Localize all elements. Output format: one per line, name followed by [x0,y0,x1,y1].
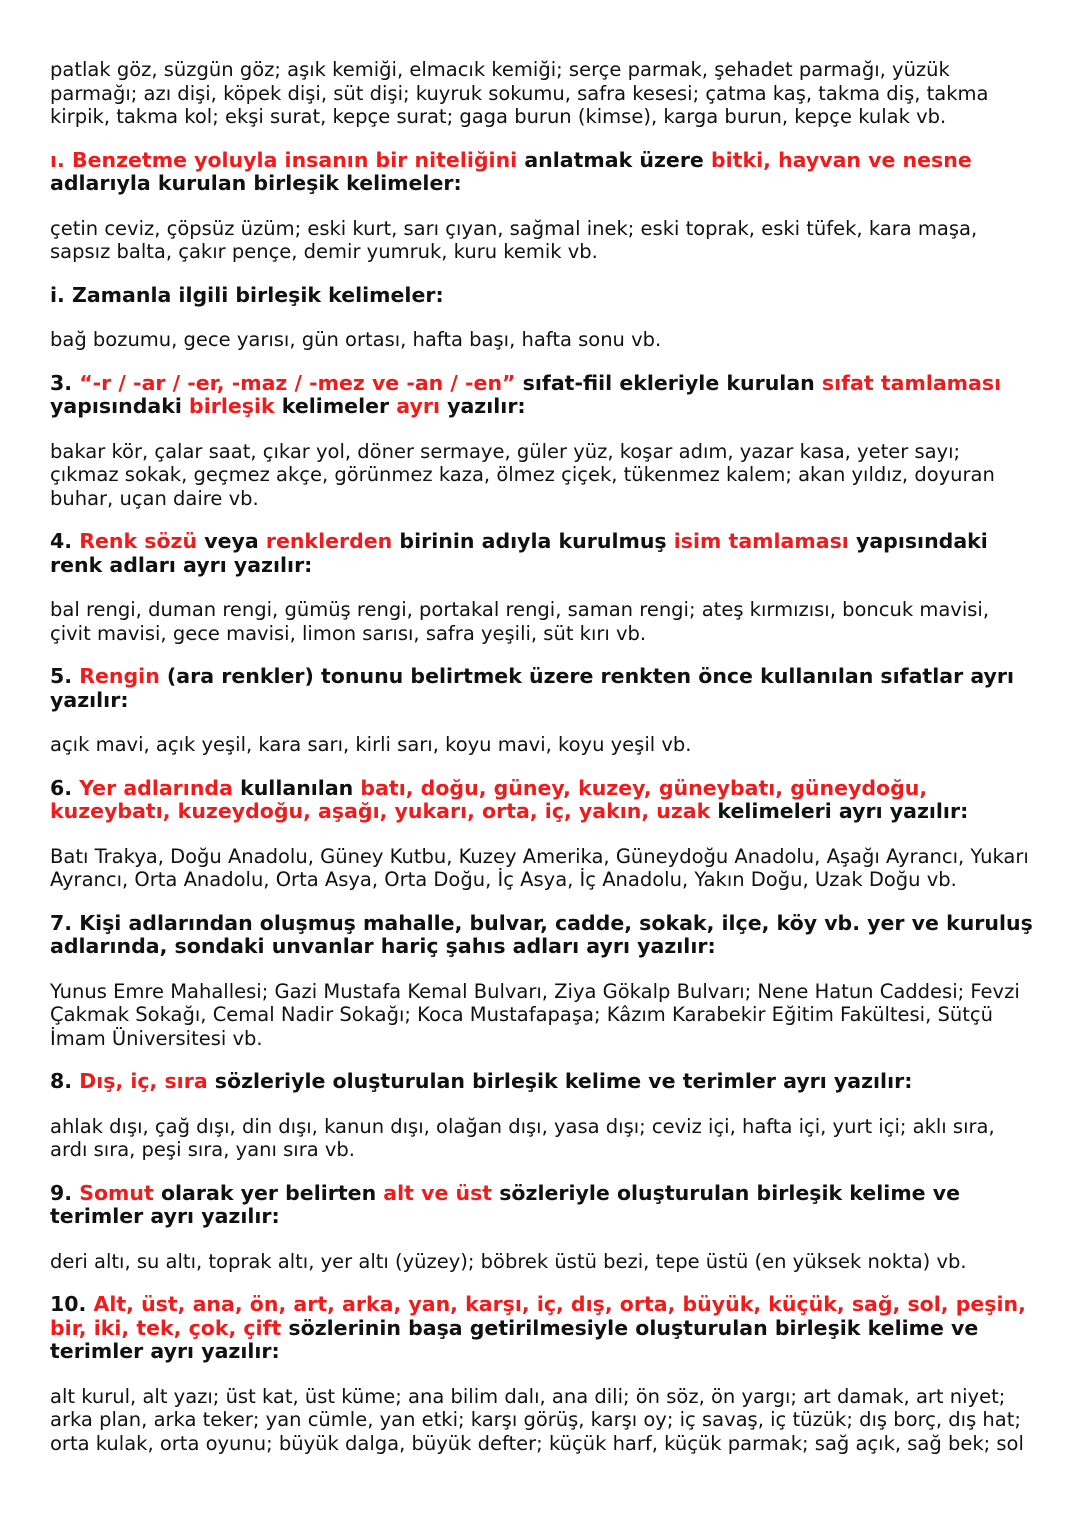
section-spacer [50,892,1034,912]
section-body-4: bal rengi, duman rengi, gümüş rengi, portakal rengi, saman rengi; ateş kırmızısı, boncuk mavisi, çivit mavisi, gece mavisi, limon sarısı, safra yeşili, süt kırı vb. [50,598,990,645]
heading-highlight: renklerden [265,529,393,553]
heading-text: sözleriyle oluşturulan birleşik kelime ve terimler ayrı yazılır: [207,1069,913,1093]
heading-text: 9. [50,1180,80,1205]
section-body-8: ahlak dışı, çağ dışı, din dışı, kanun dışı, olağan dışı, yasa dışı; ceviz içi, hafta içi, yurt içi; aklı sıra, ardı sıra, peşi sıra, yanı sıra vb. [50,1114,995,1161]
section-heading-5 [50,665,1034,712]
heading-text: 10. [50,1292,94,1316]
heading-highlight: isim tamlaması [673,529,849,553]
section-heading-6 [50,777,1034,824]
section-heading-4 [50,530,1034,577]
heading-text: 7. Kişi adlarından oluşmuş mahalle, bulvar, cadde, sokak, ilçe, köy vb. yer ve kuruluş adlarında, sondaki unvanlar hariç şahıs adları ayrı yazılır: [50,910,1033,958]
heading-text: anlatmak üzere [517,147,711,172]
heading-text: birinin adıyla kurulmuş [392,529,674,553]
heading-text: yazılır: [439,394,526,418]
heading-text: kullanılan [232,775,361,800]
heading-highlight: Dış, iç, sıra [79,1069,208,1093]
heading-highlight: Rengin [79,664,160,688]
heading-highlight: Renk sözü [79,529,198,553]
section-spacer [50,577,1034,598]
heading-highlight: bitki, hayvan ve nesne [710,147,972,172]
heading-text: kelimeler [274,394,397,418]
section-spacer [50,959,1034,980]
section-spacer [50,129,1034,149]
heading-text: (ara renkler) tonunu belirtmek üzere renkten önce kullanılan sıfatlar ayrı yazılır: [50,664,1015,712]
heading-text: 5. [50,664,80,688]
section-spacer [50,1050,1034,1070]
section-spacer [50,1273,1034,1293]
heading-highlight: “-r / -ar / -er, -maz / -mez ve -an / -en” [79,370,516,395]
section-body-3: bakar kör, çalar saat, çıkar yol, döner sermaye, güler yüz, koşar adım, yazar kasa, yeter sayı; çıkmaz sokak, geçmez akçe, görünmez kaza, ölmez çiçek, tükenmez kalem; akan yıldız, doyuran buhar, uçan daire vb. [50,439,995,510]
section-body-9: deri altı, su altı, toprak altı, yer altı (yüzey); böbrek üstü bezi, tepe üstü (en yüksek nokta) vb. [50,1249,967,1273]
heading-highlight: birleşik [189,394,275,418]
heading-text: 3. [50,370,80,395]
section-body-h-noktali: çetin ceviz, çöpsüz üzüm; eski kurt, sarı çıyan, sağmal inek; eski toprak, eski tüfek, kara maşa, sapsız balta, çakır pençe, demir yumruk, kuru kemik vb. [50,216,978,263]
heading-highlight: Benzetme yoluyla insanın bir niteliğini [71,147,518,172]
section-heading-h-noktali [50,149,1034,196]
section-heading-9 [50,1182,1034,1229]
heading-highlight: ayrı [396,394,440,418]
section-heading-7 [50,912,1034,959]
section-heading-3 [50,372,1034,419]
heading-text: 6. [50,775,80,800]
heading-text: olarak yer belirten [153,1180,384,1205]
section-spacer [50,264,1034,284]
section-body-7: Yunus Emre Mahallesi; Gazi Mustafa Kemal Bulvarı, Ziya Gökalp Bulvarı; Nene Hatun Caddesi; Fevzi Çakmak Sokağı, Cemal Nadir Sokağı; Koca Mustafapaşa; Kâzım Karabekir Eğitim Fakültesi, Sütçü İmam Üniversitesi vb. [50,979,1020,1050]
intro-paragraph: patlak göz, süzgün göz; aşık kemiği, elmacık kemiği; serçe parmak, şehadet parmağı, yüzük parmağı; azı dişi, köpek dişi, süt dişi; kuyruk sokumu, safra kesesi; çatma kaş, takma diş, takma kirpik, takma kol; ekşi surat, kepçe surat; gaga burun (kimse), karga burun, kepçe kulak vb. [50,58,989,128]
section-body-6: Batı Trakya, Doğu Anadolu, Güney Kutbu, Kuzey Amerika, Güneydoğu Anadolu, Aşağı Ayrancı, Yukarı Ayrancı, Orta Anadolu, Orta Asya, Orta Doğu, İç Asya, İç Anadolu, Yakın Doğu, Uzak Doğu vb. [50,844,1029,891]
section-spacer [50,1162,1034,1182]
section-body-10: alt kurul, alt yazı; üst kat, üst küme; ana bilim dalı, ana dili; ön söz, ön yargı; art damak, art niyet; arka plan, arka teker; yan cümle, yan etki; karşı görüş, karşı oy; iç savaş, iç tüzük; dış borç, dış hat; orta kulak, orta oyunu; büyük dalga, büyük defter; küçük harf, küçük parmak; sağ açık, sağ bek; sol [50,1384,1024,1455]
heading-highlight: sıfat tamlaması [821,370,1002,395]
heading-text: 4. [50,529,80,553]
section-spacer [50,419,1034,440]
section-heading-8 [50,1070,1034,1094]
section-body-5: açık mavi, açık yeşil, kara sarı, kirli sarı, koyu mavi, koyu yeşil vb. [50,733,692,756]
heading-text: veya [197,529,266,553]
section-spacer [50,352,1034,372]
heading-highlight: Somut [79,1180,154,1205]
heading-text: sıfat-fiil ekleriyle kurulan [515,370,822,395]
section-heading-10 [50,1293,1034,1364]
section-spacer [50,1364,1034,1385]
section-body-i: bağ bozumu, gece yarısı, gün ortası, hafta başı, hafta sonu vb. [50,328,662,351]
heading-text: i. Zamanla ilgili birleşik kelimeler: [50,282,444,307]
heading-highlight: batı, doğu, güney, kuzey, güneybatı, güneydoğu, kuzeybatı, kuzeydoğu, aşağı, yukarı, orta, iç, yakın, uzak [50,775,928,823]
heading-text: 8. [50,1069,80,1093]
section-heading-i [50,284,1034,308]
section-spacer [50,196,1034,217]
heading-text: adlarıyla kurulan birleşik kelimeler: [50,171,462,195]
heading-highlight: ı. [50,147,72,172]
section-spacer [50,307,1034,328]
heading-highlight: alt ve üst [383,1180,493,1205]
heading-text: yapısındaki renk adları ayrı yazılır: [50,529,988,577]
heading-text: yapısındaki [50,394,190,418]
section-spacer [50,1229,1034,1250]
heading-text: kelimeleri ayrı yazılır: [710,799,969,823]
heading-text: sözlerinin başa getirilmesiyle oluşturulan birleşik kelime ve terimler ayrı yazılır: [50,1315,979,1363]
heading-highlight: Alt, üst, ana, ön, art, arka, yan, karşı, iç, dış, orta, büyük, küçük, sağ, sol, peşin, bir, iki, tek, çok, çift [50,1292,1026,1340]
section-spacer [50,645,1034,665]
heading-text: sözleriyle oluşturulan birleşik kelime ve terimler ayrı yazılır: [50,1180,960,1228]
heading-highlight: Yer adlarında [79,775,233,800]
section-spacer [50,712,1034,733]
section-spacer [50,757,1034,777]
section-spacer [50,510,1034,530]
sections-container [50,129,1034,1456]
section-spacer [50,1094,1034,1115]
section-spacer [50,824,1034,845]
